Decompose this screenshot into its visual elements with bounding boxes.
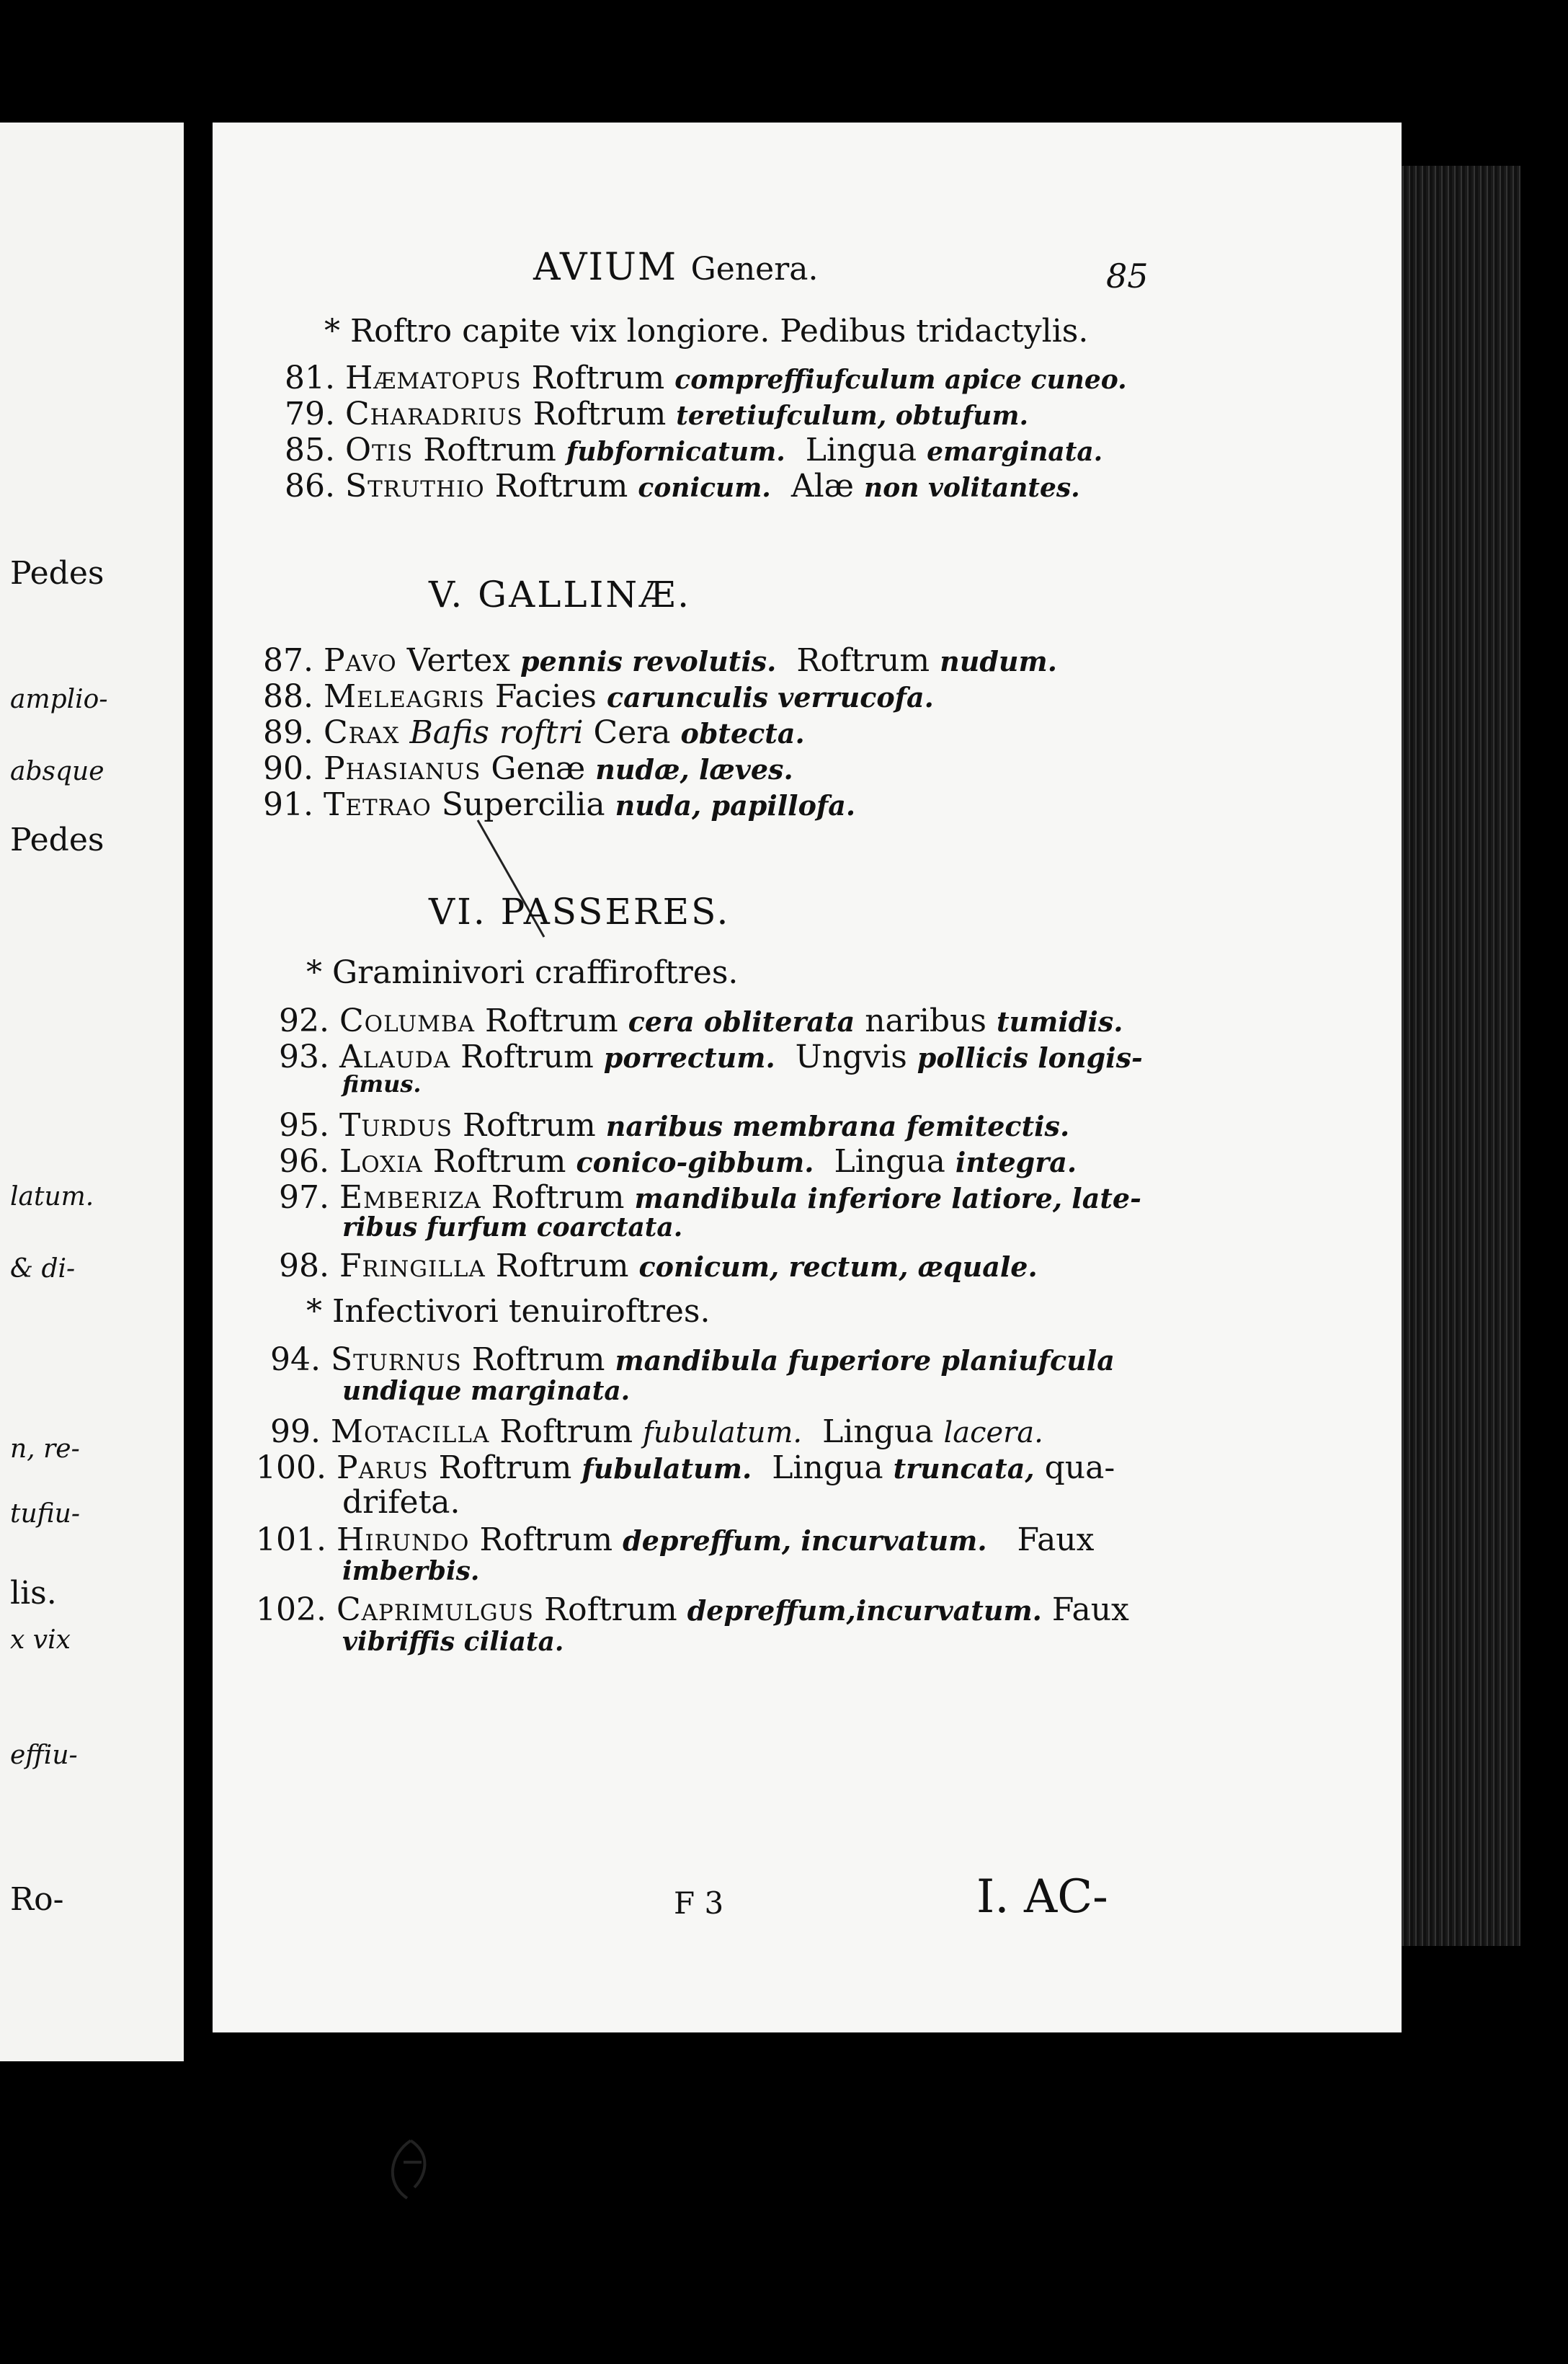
genus-entry: 89. Crax Bafis roftri Cera obtecta.: [263, 714, 805, 751]
section-title: VI. PASSERES.: [429, 891, 731, 933]
genus-entry: 95. Turdus Roftrum naribus membrana femitectis.: [279, 1107, 1070, 1144]
genus-entry: 79. Charadrius Roftrum teretiufculum, obtufum.: [285, 396, 1029, 432]
genus-entry: 91. Tetrao Supercilia nuda, papillofa.: [263, 786, 856, 823]
group-heading: * Roftro capite vix longiore. Pedibus tridactylis.: [324, 313, 1089, 350]
genus-entry: 87. Pavo Vertex pennis revolutis. Roftrum nudum.: [263, 642, 1057, 679]
entry-continuation: imberbis.: [342, 1556, 480, 1586]
ink-scribble-mark: [382, 2133, 440, 2205]
left-fragment: & di-: [10, 1254, 76, 1284]
genus-entry: 85. Otis Roftrum fubfornicatum. Lingua emarginata.: [285, 432, 1103, 468]
genus-entry: 97. Emberiza Roftrum mandibula inferiore latiore, late-: [279, 1179, 1141, 1216]
genus-entry: 92. Columba Roftrum cera obliterata naribus tumidis.: [279, 1003, 1123, 1039]
genus-entry: 98. Fringilla Roftrum conicum, rectum, æquale.: [279, 1248, 1038, 1284]
left-fragment: absque: [10, 757, 104, 786]
left-fragment: amplio-: [10, 685, 108, 714]
left-fragment: Pedes: [10, 555, 104, 592]
genus-entry: 93. Alauda Roftrum porrectum. Ungvis pollicis longis-: [279, 1039, 1143, 1075]
left-fragment: latum.: [10, 1182, 94, 1212]
left-fragment: Ro-: [10, 1881, 64, 1918]
genus-entry: 100. Parus Roftrum fubulatum. Lingua truncata, qua-: [256, 1449, 1115, 1486]
subgroup-heading: * Graminivori craffiroftres.: [306, 954, 739, 991]
right-page: [213, 123, 1402, 2032]
left-fragment: x vix: [10, 1625, 71, 1655]
genus-entry: 99. Motacilla Roftrum fubulatum. Lingua lacera.: [270, 1413, 1043, 1450]
genus-entry: 88. Meleagris Facies carunculis verrucofa.: [263, 678, 934, 715]
entry-continuation: undique marginata.: [342, 1376, 631, 1406]
section-title: V. GALLINÆ.: [429, 574, 692, 616]
genus-entry: 94. Sturnus Roftrum mandibula fuperiore planiufcula: [270, 1341, 1115, 1378]
header-subtitle: Genera.: [690, 251, 819, 288]
genus-entry: 102. Caprimulgus Roftrum depreffum,incurvatum. Faux: [256, 1591, 1129, 1628]
genus-entry: 90. Phasianus Genæ nudæ, læves.: [263, 750, 793, 787]
entry-continuation: drifeta.: [342, 1484, 460, 1521]
left-fragment: lis.: [10, 1575, 57, 1612]
genus-entry: 81. Hæmatopus Roftrum compreffiufculum apice cuneo.: [285, 360, 1127, 396]
running-header: [533, 246, 819, 289]
entry-continuation: fimus.: [342, 1070, 422, 1098]
signature-mark: F 3: [674, 1885, 724, 1921]
genus-entry: 86. Struthio Roftrum conicum. Alæ non volitantes.: [285, 468, 1080, 505]
left-fragment: effiu-: [10, 1741, 78, 1770]
entry-continuation: vibriffis ciliata.: [342, 1627, 564, 1657]
header-title: AVIUM: [533, 246, 678, 289]
subgroup-heading: * Infectivori tenuiroftres.: [306, 1293, 710, 1330]
left-fragment: tufiu-: [10, 1499, 81, 1529]
genus-entry: 96. Loxia Roftrum conico-gibbum. Lingua integra.: [279, 1143, 1077, 1180]
genus-entry: 101. Hirundo Roftrum depreffum, incurvatum. Faux: [256, 1521, 1095, 1558]
catchword: I. AC-: [976, 1870, 1108, 1924]
left-fragment: Pedes: [10, 822, 104, 858]
left-facing-page: [0, 123, 184, 2061]
book-gutter: [184, 123, 216, 2061]
page-number: 85: [1106, 257, 1149, 296]
entry-continuation: ribus furfum coarctata.: [342, 1212, 683, 1243]
left-fragment: n, re-: [10, 1434, 80, 1464]
